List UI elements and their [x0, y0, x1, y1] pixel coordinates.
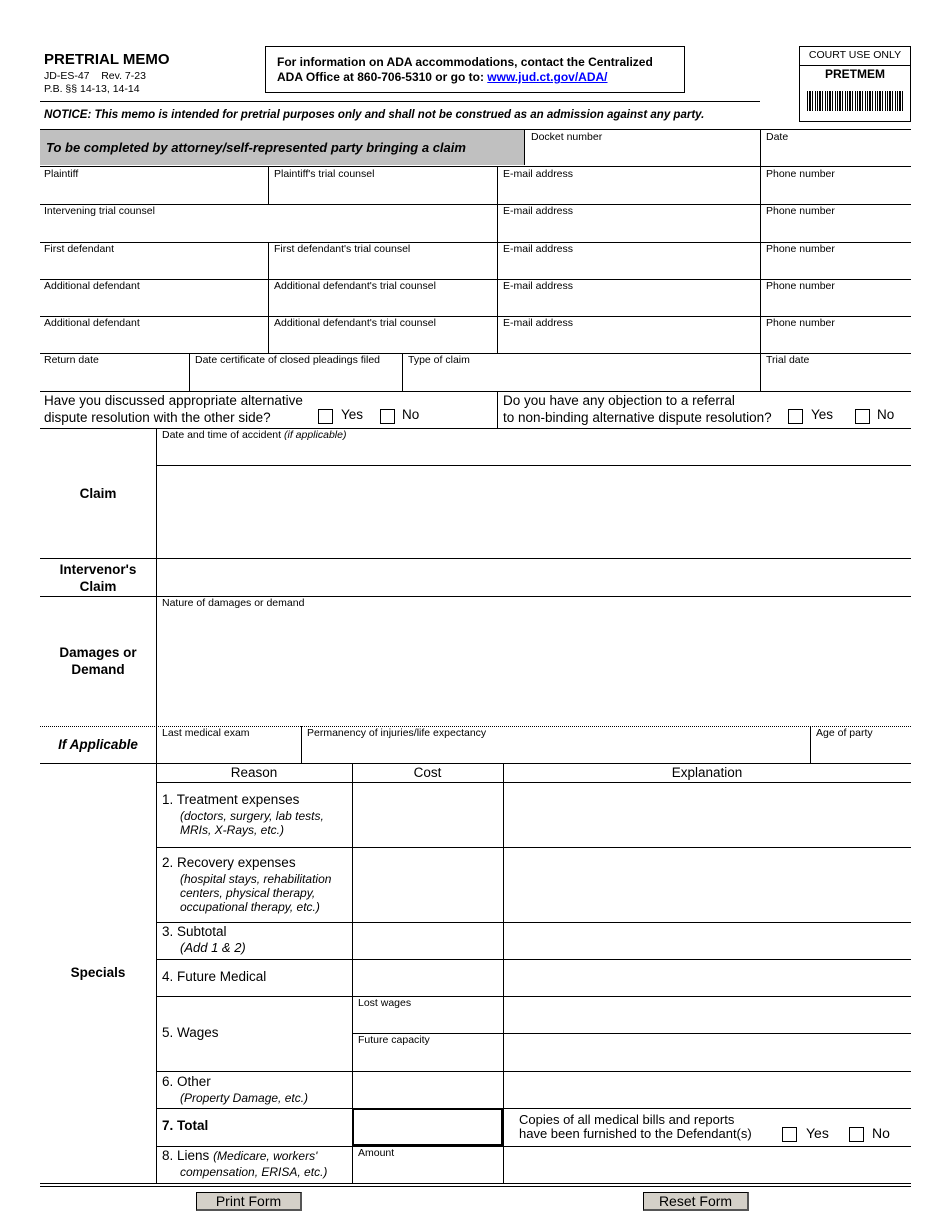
- trial-date-label: Trial date: [766, 354, 810, 366]
- reset-form-button[interactable]: Reset Form: [643, 1192, 749, 1211]
- form-title: PRETRIAL MEMO: [44, 51, 170, 68]
- intervenor-claim-field[interactable]: [157, 559, 911, 596]
- adr-no-checkbox[interactable]: [380, 409, 395, 424]
- court-use-box: [799, 46, 911, 122]
- return-date-label: Return date: [44, 354, 99, 366]
- notice-text: NOTICE: This memo is intended for pretrial purposes only and shall not be construed as an admission against any party.: [44, 109, 705, 121]
- print-form-button[interactable]: Print Form: [196, 1192, 302, 1211]
- nature-of-damages-label: Nature of damages or demand: [162, 597, 305, 609]
- cost-column-header: Cost: [413, 765, 442, 780]
- intervenor-claim-label: Intervenor's Claim: [59, 562, 137, 594]
- form-number: JD-ES-47: [44, 70, 90, 82]
- wages-row: 5. Wages: [162, 1025, 219, 1040]
- plaintiff-label: Plaintiff: [44, 168, 79, 180]
- first-defendant-email-label: E-mail address: [503, 243, 574, 255]
- additional-defendant-1-counsel-label: Additional defendant's trial counsel: [274, 280, 436, 292]
- form-revision: Rev. 7-23: [101, 70, 146, 82]
- copies-yes-checkbox[interactable]: [782, 1127, 797, 1142]
- first-defendant-label: First defendant: [44, 243, 115, 255]
- barcode-icon: [807, 91, 903, 111]
- adr-yes-checkbox[interactable]: [318, 409, 333, 424]
- first-defendant-counsel-label: First defendant's trial counsel: [274, 243, 411, 255]
- referral-yes-label: Yes: [811, 407, 834, 422]
- referral-no-label: No: [877, 407, 895, 422]
- form-id: [44, 70, 146, 82]
- referral-yes-checkbox[interactable]: [788, 409, 803, 424]
- closed-pleadings-label: Date certificate of closed pleadings filed: [195, 354, 381, 366]
- court-code: PRETMEM: [825, 67, 885, 81]
- intervening-email-label: E-mail address: [503, 205, 574, 217]
- accident-date-label: Date and time of accident (if applicable): [162, 429, 347, 441]
- docket-number-label: Docket number: [531, 131, 603, 143]
- type-of-claim-label: Type of claim: [408, 354, 470, 366]
- date-label: Date: [766, 131, 789, 143]
- claim-section-label: Claim: [79, 486, 117, 501]
- additional-defendant-2-counsel-label: Additional defendant's trial counsel: [274, 317, 436, 329]
- future-medical-row: 4. Future Medical: [162, 969, 267, 984]
- liens-amount-label: Amount: [358, 1147, 395, 1159]
- subtotal-row: 3. Subtotal (Add 1 & 2): [162, 924, 246, 955]
- first-defendant-phone-label: Phone number: [766, 243, 835, 255]
- ada-link[interactable]: www.jud.ct.gov/ADA/: [487, 70, 608, 84]
- reason-column-header: Reason: [230, 765, 278, 780]
- additional-defendant-2-phone-label: Phone number: [766, 317, 835, 329]
- ada-notice-box: [265, 46, 685, 93]
- ada-text-line-1: For information on ADA accommodations, contact the Centralized: [277, 55, 653, 69]
- adr-question: Have you discussed appropriate alternative dispute resolution with the other side?: [44, 393, 303, 425]
- plaintiff-counsel-label: Plaintiff's trial counsel: [274, 168, 375, 180]
- recovery-expenses-row: 2. Recovery expenses (hospital stays, rehabilitation centers, physical therapy, occupational therapy, etc.): [162, 855, 332, 914]
- if-applicable-label: If Applicable: [58, 737, 138, 752]
- additional-defendant-2-label: Additional defendant: [44, 317, 140, 329]
- liens-row: 8. Liens (Medicare, workers' compensation, ERISA, etc.): [162, 1148, 328, 1179]
- permanency-label: Permanency of injuries/life expectancy: [307, 727, 487, 739]
- age-of-party-label: Age of party: [816, 727, 873, 739]
- adr-no-label: No: [402, 407, 420, 422]
- ada-text-line-2: ADA Office at 860-706-5310 or go to: www.jud.ct.gov/ADA/: [277, 70, 608, 84]
- total-cost-field[interactable]: [352, 1108, 503, 1146]
- plaintiff-phone-label: Phone number: [766, 168, 835, 180]
- referral-question: Do you have any objection to a referral to non-binding alternative dispute resolution?: [503, 393, 772, 425]
- copies-no-label: No: [872, 1125, 890, 1141]
- copies-yes-label: Yes: [806, 1125, 829, 1141]
- other-row: 6. Other (Property Damage, etc.): [162, 1074, 309, 1105]
- damages-section-label: Damages or Demand: [59, 645, 137, 677]
- specials-section-label: Specials: [70, 965, 126, 980]
- court-use-label: COURT USE ONLY: [800, 47, 910, 66]
- lost-wages-label: Lost wages: [358, 997, 412, 1009]
- additional-defendant-1-email-label: E-mail address: [503, 280, 574, 292]
- adr-yes-label: Yes: [341, 407, 364, 422]
- last-medical-exam-label: Last medical exam: [162, 727, 250, 739]
- additional-defendant-2-email-label: E-mail address: [503, 317, 574, 329]
- copies-furnished-text: Copies of all medical bills and reports have been furnished to the Defendant(s): [519, 1112, 752, 1141]
- future-capacity-label: Future capacity: [358, 1034, 430, 1046]
- claim-text-area[interactable]: [157, 466, 911, 558]
- treatment-expenses-row: 1. Treatment expenses (doctors, surgery, lab tests, MRIs, X-Rays, etc.): [162, 792, 324, 837]
- copies-no-checkbox[interactable]: [849, 1127, 864, 1142]
- intervening-phone-label: Phone number: [766, 205, 835, 217]
- total-row: 7. Total: [162, 1118, 209, 1133]
- explanation-column-header: Explanation: [671, 765, 743, 780]
- damages-text-area[interactable]: [157, 610, 911, 725]
- practice-book-reference: P.B. §§ 14-13, 14-14: [44, 83, 140, 95]
- additional-defendant-1-label: Additional defendant: [44, 280, 140, 292]
- plaintiff-email-label: E-mail address: [503, 168, 574, 180]
- intervening-counsel-label: Intervening trial counsel: [44, 205, 155, 217]
- additional-defendant-1-phone-label: Phone number: [766, 280, 835, 292]
- banner-text: To be completed by attorney/self-represented party bringing a claim: [46, 140, 466, 155]
- referral-no-checkbox[interactable]: [855, 409, 870, 424]
